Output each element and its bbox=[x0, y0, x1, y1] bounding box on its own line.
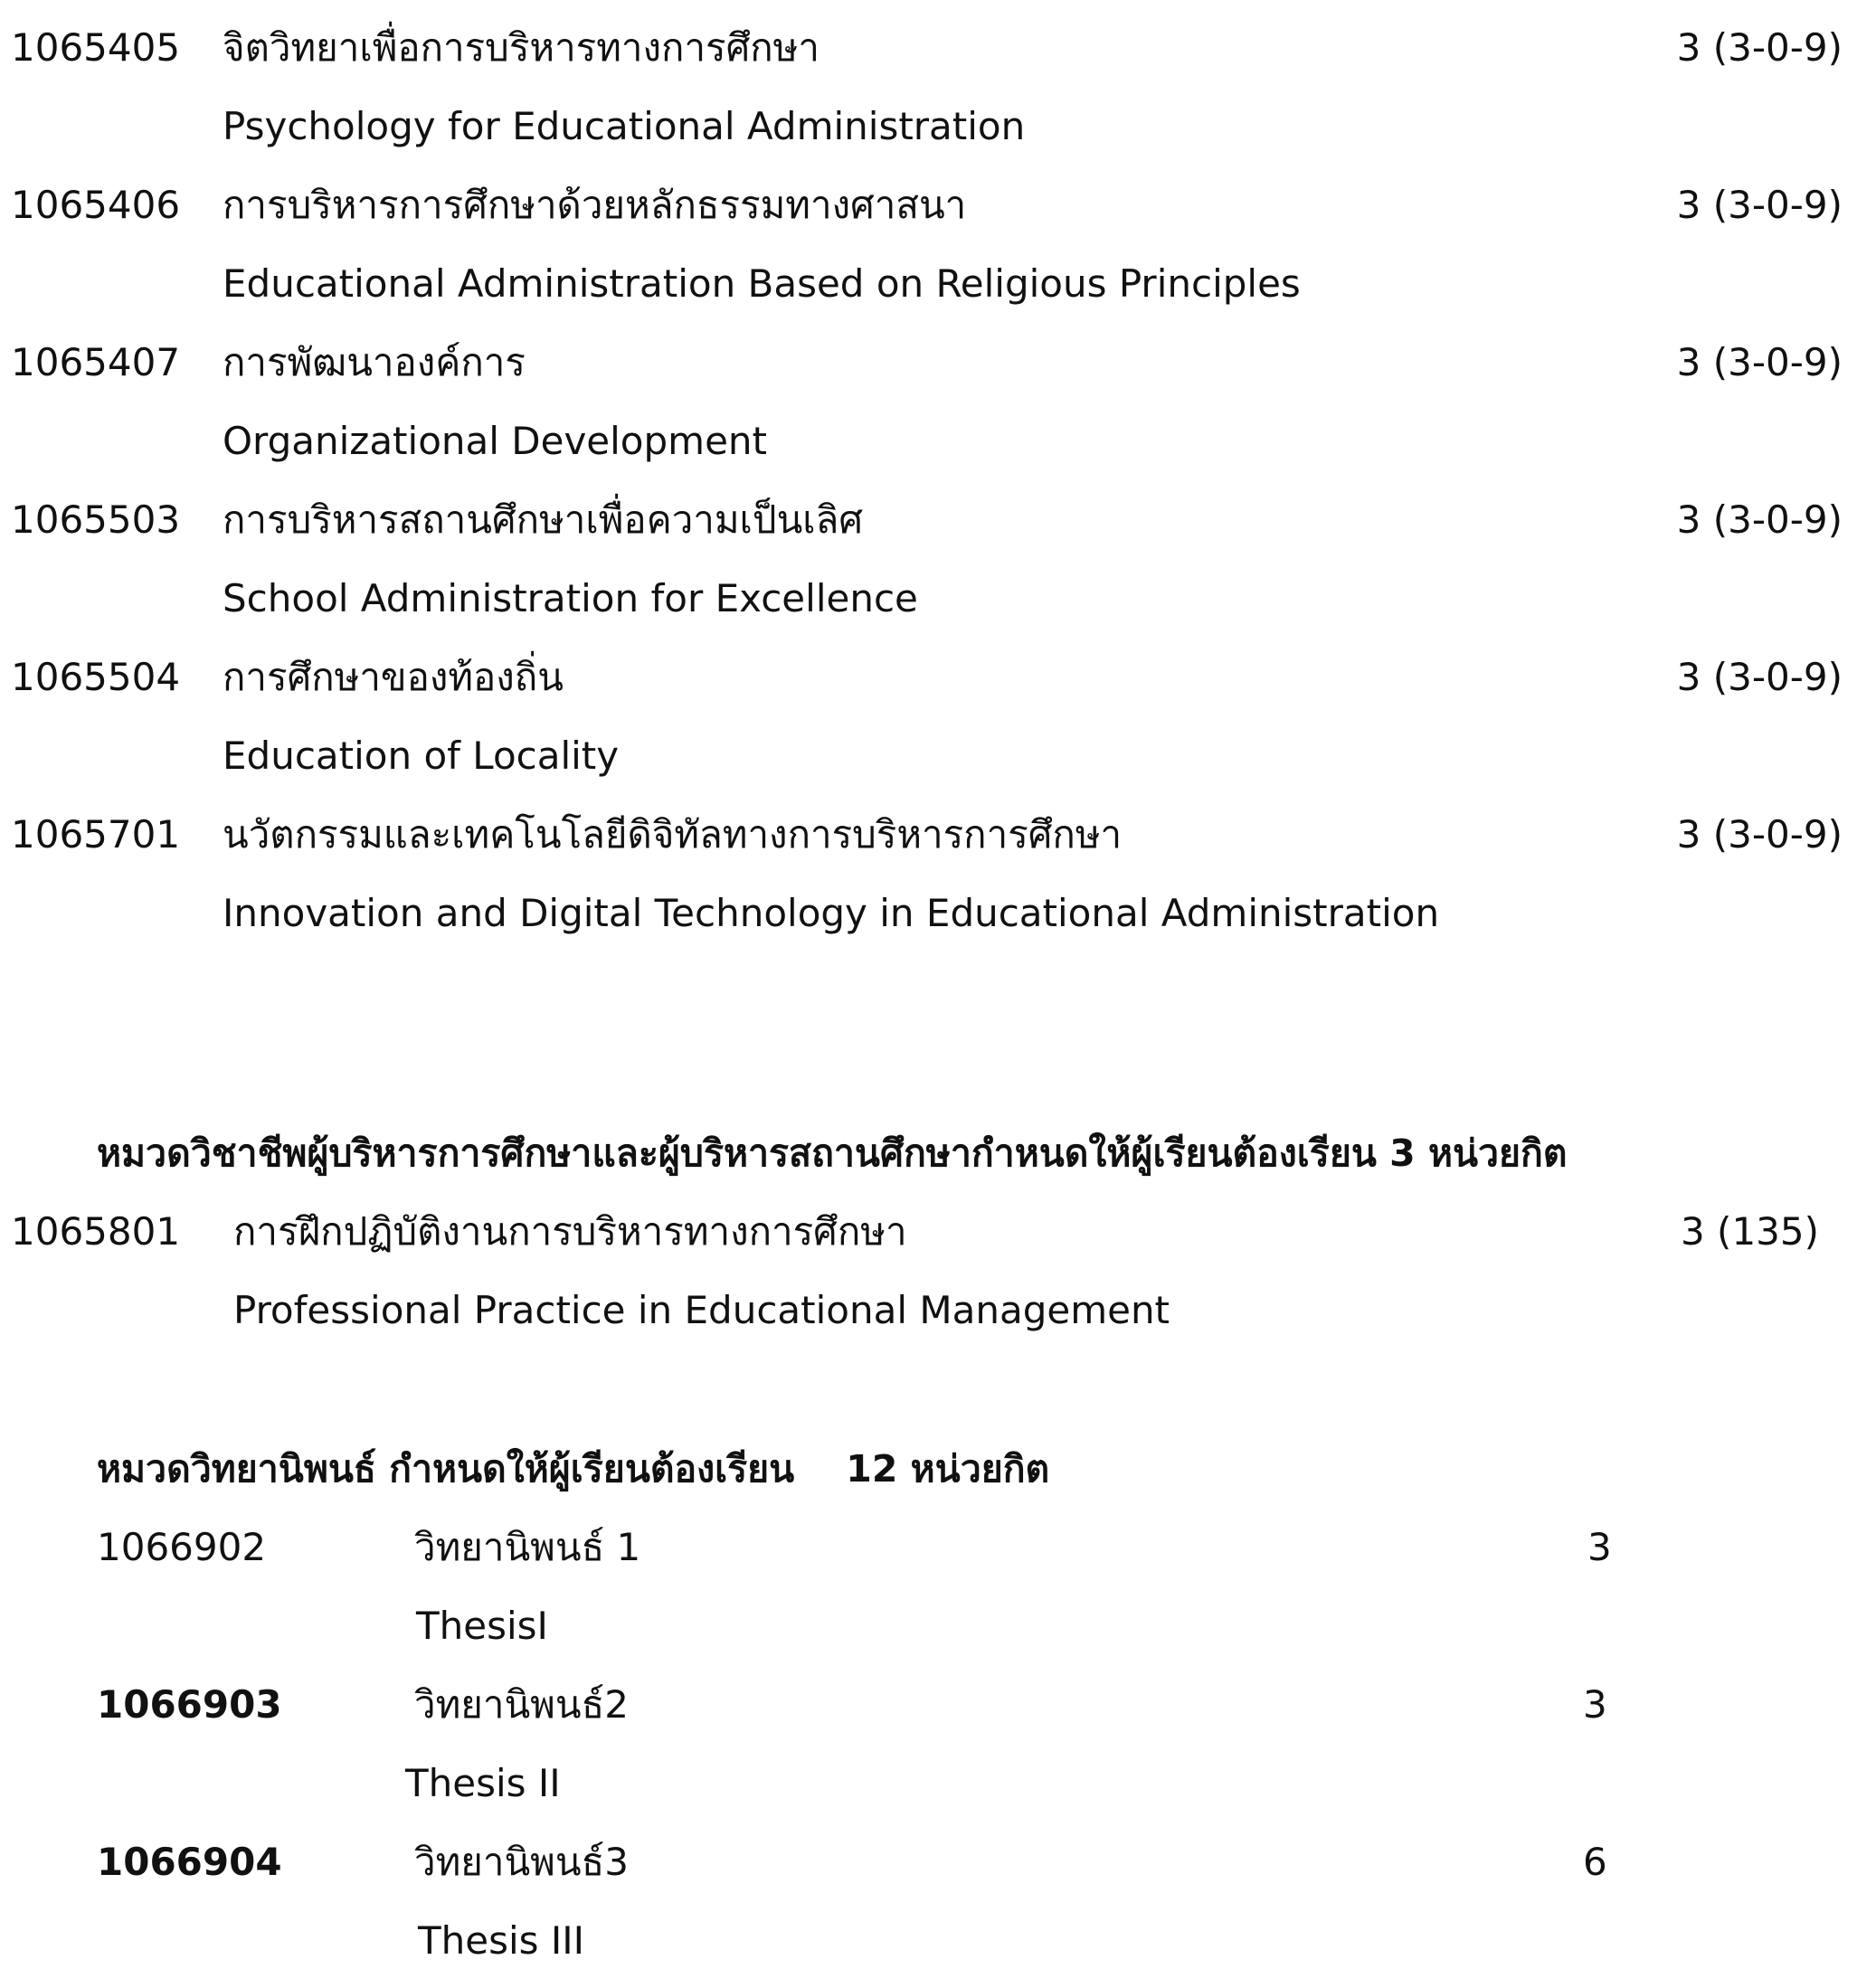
course-title-thai: วิทยานิพนธ์ 1 bbox=[414, 1525, 641, 1569]
course-title-thai: จิตวิทยาเพื่อการบริหารทางการศึกษา bbox=[223, 25, 820, 70]
course-code: 1065504 bbox=[11, 655, 181, 699]
course-credits: 3 (3-0-9) bbox=[1676, 497, 1843, 542]
course-title-english: Innovation and Digital Technology in Educational Administration bbox=[223, 891, 1440, 935]
course-code: 1065406 bbox=[11, 183, 181, 227]
course-title-thai: นวัตกรรมและเทคโนโลยีดิจิทัลทางการบริหารการศึกษา bbox=[223, 812, 1123, 857]
course-title-english: Thesis II bbox=[405, 1761, 561, 1805]
section-heading: หมวดวิทยานิพนธ์ กำหนดให้ผู้เรียนต้องเรียน 12 หน่วยกิต bbox=[97, 1447, 1050, 1491]
course-title-english: Thesis III bbox=[418, 1918, 585, 1963]
course-code: 1065405 bbox=[11, 25, 181, 70]
course-title-english: Education of Locality bbox=[223, 734, 620, 778]
course-title-thai: การบริหารสถานศึกษาเพื่อความเป็นเลิศ bbox=[223, 497, 864, 542]
course-title-thai: การศึกษาของท้องถิ่น bbox=[223, 655, 564, 699]
course-credits: 3 (135) bbox=[1680, 1209, 1819, 1254]
course-credits: 3 (3-0-9) bbox=[1676, 340, 1843, 384]
course-title-thai: วิทยานิพนธ์3 bbox=[414, 1840, 629, 1884]
course-credits: 3 (3-0-9) bbox=[1676, 655, 1843, 699]
course-code: 1066904 bbox=[97, 1840, 282, 1884]
course-credits: 3 bbox=[1583, 1682, 1607, 1727]
course-credits: 3 bbox=[1587, 1525, 1612, 1569]
course-title-thai: การฝึกปฏิบัติงานการบริหารทางการศึกษา bbox=[233, 1209, 907, 1254]
course-code: 1065407 bbox=[11, 340, 181, 384]
course-title-thai: การบริหารการศึกษาด้วยหลักธรรมทางศาสนา bbox=[223, 183, 967, 227]
course-title-english: ThesisI bbox=[416, 1604, 548, 1648]
course-code: 1065701 bbox=[11, 812, 181, 857]
course-title-english: School Administration for Excellence bbox=[223, 576, 918, 620]
course-title-english: Psychology for Educational Administration bbox=[223, 104, 1026, 148]
course-title-english: Organizational Development bbox=[223, 419, 768, 463]
course-code: 1066902 bbox=[97, 1525, 267, 1569]
course-code: 1066903 bbox=[97, 1682, 282, 1727]
course-title-thai: การพัฒนาองค์การ bbox=[223, 340, 526, 384]
course-credits: 3 (3-0-9) bbox=[1676, 25, 1843, 70]
section-heading: หมวดวิชาชีพผู้บริหารการศึกษาและผู้บริหารสถานศึกษากำหนดให้ผู้เรียนต้องเรียน 3 หน่วยกิต bbox=[97, 1131, 1568, 1175]
course-code: 1065801 bbox=[11, 1209, 181, 1254]
course-title-english: Professional Practice in Educational Management bbox=[233, 1288, 1170, 1332]
course-credits: 6 bbox=[1583, 1840, 1607, 1884]
course-credits: 3 (3-0-9) bbox=[1676, 183, 1843, 227]
course-code: 1065503 bbox=[11, 497, 181, 542]
course-title-thai: วิทยานิพนธ์2 bbox=[414, 1682, 629, 1727]
course-credits: 3 (3-0-9) bbox=[1676, 812, 1843, 857]
course-title-english: Educational Administration Based on Religious Principles bbox=[223, 261, 1301, 306]
